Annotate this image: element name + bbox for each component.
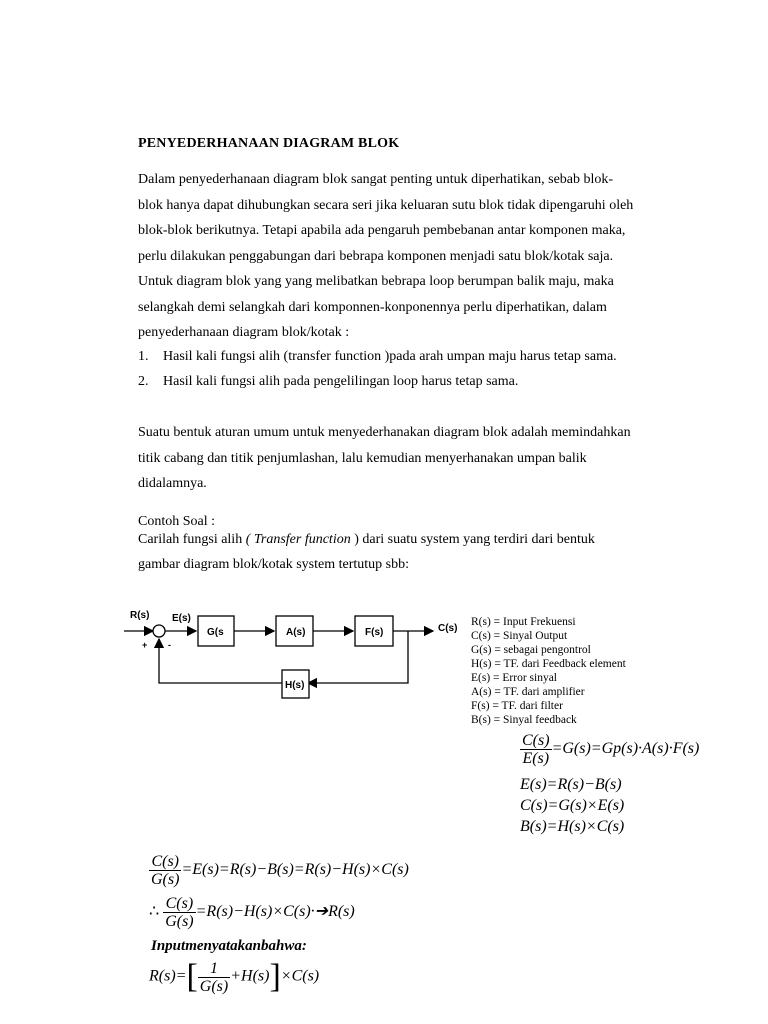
equation-derivation-1 <box>149 853 409 888</box>
legend <box>471 615 626 727</box>
example-line-1 <box>138 532 595 548</box>
text-line: blok-blok berikutnya. Tetapi apabila ada pengaruh pembebanan antar komponen maka, <box>138 223 626 238</box>
equation-middle: +H(s) <box>230 967 270 985</box>
legend-item: R(s) = Input Frekuensi <box>471 616 576 628</box>
list-number: 2. <box>138 374 149 389</box>
fraction-numerator: C(s) <box>149 853 181 871</box>
equation-output: C(s)=G(s)×E(s) <box>520 797 625 814</box>
list-number: 1. <box>138 349 149 364</box>
fraction-numerator: 1 <box>198 960 230 978</box>
example-text: ) dari suatu system yang terdiri dari bentuk <box>350 532 595 547</box>
fraction-denominator: G(s) <box>165 913 194 930</box>
list-text: Hasil kali fungsi alih (transfer function )pada arah umpan maju harus tetap sama. <box>163 349 617 364</box>
legend-item: H(s) = TF. dari Feedback element <box>471 658 626 670</box>
example-title: Contoh Soal : <box>138 514 216 529</box>
equation-note: Inputmenyatakanbahwa: <box>151 938 307 954</box>
minus-sign: - <box>168 640 171 650</box>
fraction <box>520 732 552 767</box>
equation-lhs: R(s)= <box>149 967 187 985</box>
text-line: Suatu bentuk aturan umum untuk menyederhanakan diagram blok adalah memindahkan <box>138 425 631 440</box>
fraction-numerator: C(s) <box>163 895 195 913</box>
equation-rhs: =G(s)=Gp(s)·A(s)·F(s) <box>551 740 700 758</box>
fraction-denominator: G(s) <box>199 977 229 995</box>
fraction-denominator: G(s) <box>151 871 180 888</box>
block-h-label: H(s) <box>285 680 305 691</box>
equation-rhs: =E(s)=R(s)−B(s)=R(s)−H(s)×C(s) <box>181 861 409 879</box>
paragraph-intro <box>138 167 633 346</box>
fraction <box>198 960 230 995</box>
text-line: Dalam penyederhanaan diagram blok sangat penting untuk diperhatikan, sebab blok- <box>138 172 614 187</box>
fraction <box>149 853 181 888</box>
fraction-numerator: C(s) <box>522 732 550 749</box>
text-line: perlu dilakukan penggabungan dari bebrapa komponen menjadi satu blok/kotak saja. <box>138 248 614 264</box>
example-italic: ( Transfer function <box>245 532 351 547</box>
legend-item: E(s) = Error sinyal <box>471 672 558 684</box>
equation-feedback: B(s)=H(s)×C(s) <box>520 818 625 835</box>
page-heading: PENYEDERHANAAN DIAGRAM BLOK <box>138 136 400 151</box>
block-g-label: G(s <box>207 627 224 638</box>
text-line: selangkah demi selangkah dari komponnen-konponennya perlu diperhatikan, dalam <box>138 299 607 315</box>
example-text: Carilah fungsi alih <box>138 532 246 547</box>
text-line: titik cabang dan titik penjumlashan, lalu kemudian menyerhanakan umpan balik <box>138 450 587 466</box>
plus-sign: + <box>142 640 148 650</box>
fraction <box>163 895 195 930</box>
summing-junction <box>153 625 165 637</box>
legend-item: B(s) = Sinyal feedback <box>471 714 577 726</box>
paragraph-rule <box>138 420 631 497</box>
equation-rhs: =R(s)−H(s)×C(s)·➔R(s) <box>195 903 355 921</box>
equation-derivation-2 <box>149 895 355 930</box>
equation-input <box>149 958 319 996</box>
example-line-2: gambar diagram blok/kotak system tertutup sbb: <box>138 557 410 572</box>
fraction-denominator: E(s) <box>522 750 550 767</box>
therefore-symbol: ∴ <box>149 903 160 921</box>
error-label: E(s) <box>172 613 191 624</box>
legend-item: A(s) = TF. dari amplifier <box>471 686 585 698</box>
block-f-label: F(s) <box>365 627 384 638</box>
equation-rhs: ×C(s) <box>280 967 320 985</box>
left-bracket: [ <box>186 958 198 995</box>
legend-item: F(s) = TF. dari filter <box>471 700 563 712</box>
equation-error: E(s)=R(s)−B(s) <box>520 776 622 793</box>
legend-item: G(s) = sebagai pengontrol <box>471 644 591 656</box>
output-label: C(s) <box>438 623 458 634</box>
text-line: didalamnya. <box>138 476 207 491</box>
list-text: Hasil kali fungsi alih pada pengelilingan loop harus tetap sama. <box>163 374 519 389</box>
legend-item: C(s) = Sinyal Output <box>471 630 568 642</box>
equation-transfer <box>520 732 699 767</box>
right-bracket: ] <box>269 958 281 995</box>
text-line: Untuk diagram blok yang yang melibatkan bebrapa loop berumpan balik maju, maka <box>138 274 614 289</box>
block-a-label: A(s) <box>286 627 306 638</box>
block-diagram <box>124 600 464 708</box>
text-line: blok hanya dapat dihubungkan secara seri jika keluaran sutu blok tidak dipengaruhi oleh <box>138 197 634 213</box>
text-line: penyederhanaan diagram blok/kotak : <box>138 325 350 340</box>
input-label: R(s) <box>130 610 150 621</box>
